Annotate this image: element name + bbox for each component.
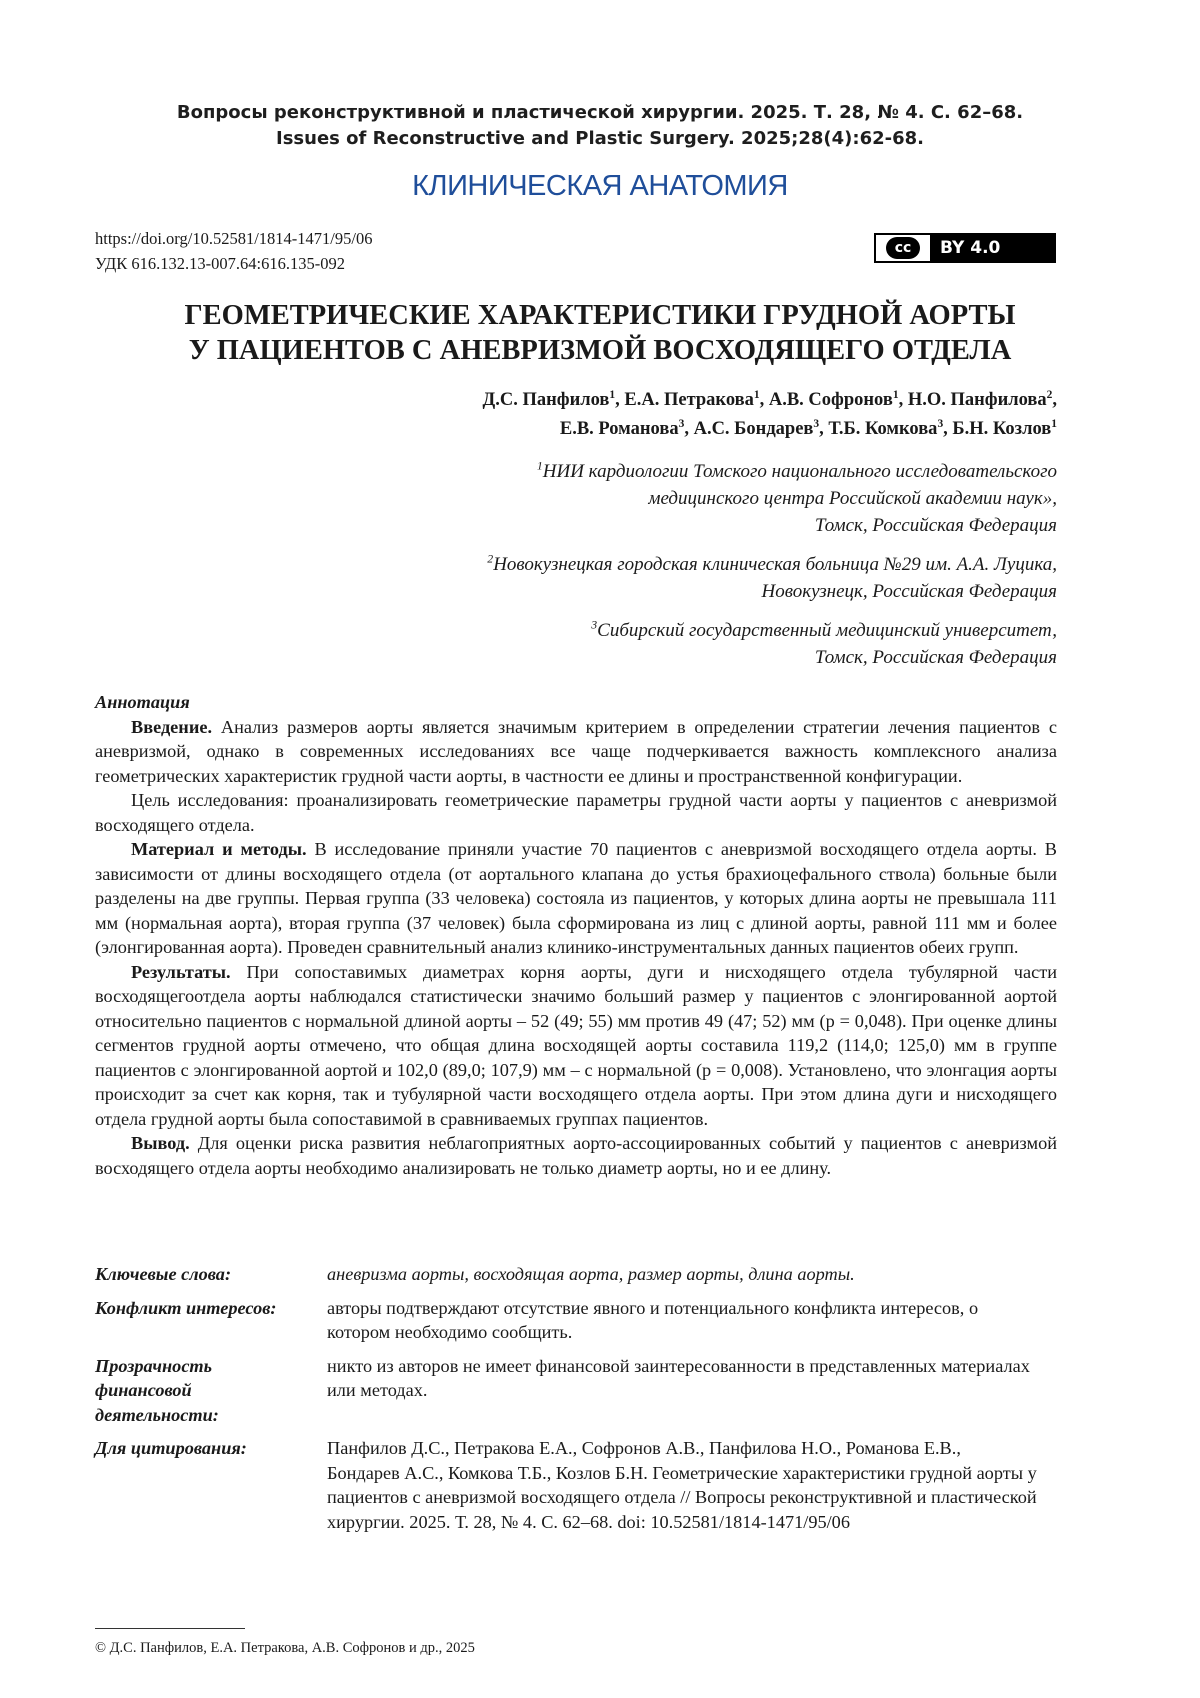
abstract: [95, 690, 1057, 1180]
journal-header: [0, 100, 1200, 152]
author-7[interactable]: Т.Б. Комкова$^3$,: [828, 417, 953, 439]
article-title: [95, 298, 1105, 368]
author-2[interactable]: Е.А. Петракова$^1$,: [624, 388, 769, 410]
article-meta: [95, 226, 372, 276]
copyright-footnote: © Д.С. Панфилов, Е.А. Петракова, А.В. Софронов и др., 2025: [95, 1640, 475, 1656]
journal-line-ru: Вопросы реконструктивной и пластической хирургии. 2025. Т. 28, № 4. С. 62–68.: [176, 102, 1024, 123]
abstract-aim: Цель исследования: проанализировать геометрические параметры грудной части аорты у пациентов с аневризмой восходящего отдела.: [95, 790, 1057, 835]
author-5[interactable]: Е.В. Романова$^3$,: [559, 417, 694, 439]
affiliation-3: $^3$Сибирский государственный медицинский университет, Томск, Российская Федерация: [591, 618, 1057, 668]
section-title: КЛИНИЧЕСКАЯ АНАТОМИЯ: [412, 170, 788, 202]
doi-link[interactable]: https://doi.org/10.52581/1814-1471/95/06: [95, 229, 373, 248]
affiliation-1: $^1$НИИ кардиологии Томского национального исследовательского медицинского центра Российской академии наук», Томск, Российская Федерация: [536, 459, 1057, 536]
author-list: [47, 386, 1057, 444]
abstract-conclusion: Вывод. Для оценки риска развития неблагоприятных аорто-ассоциированных событий у пациентов с аневризмой восходящего отдела аорты необходимо анализировать не только диаметр аорты, но и ее длину.: [95, 1133, 1057, 1178]
abstract-introduction: Введение. Анализ размеров аорты является значимым критерием в определении стратегии лечения пациентов с аневризмой, однако в современных исследованиях все чаще подчеркивается важность комплексного анализа геометрических характеристик грудной части аорты, в частности ее длины и пространственной конфигурации.: [95, 716, 1057, 786]
author-4[interactable]: Н.О. Панфилова$^2$,: [907, 388, 1057, 410]
author-3[interactable]: А.В. Софронов$^1$,: [768, 388, 908, 410]
article-info: [95, 1262, 1057, 1543]
title-line-1: ГЕОМЕТРИЧЕСКИЕ ХАРАКТЕРИСТИКИ ГРУДНОЙ АОРТЫ: [184, 300, 1016, 331]
author-8[interactable]: Б.Н. Козлов$^1$: [952, 417, 1057, 439]
affiliation-2: $^2$Новокузнецкая городская клиническая больница №29 им. А.А. Луцика, Новокузнецк, Российская Федерация: [487, 552, 1057, 602]
keywords-row: Ключевые слова: аневризма аорты, восходящая аорта, размер аорты, длина аорты.: [95, 1264, 855, 1284]
journal-line-en: Issues of Reconstructive and Plastic Surgery. 2025;28(4):62-68.: [276, 128, 924, 149]
abstract-heading: Аннотация: [95, 692, 190, 712]
license-badge[interactable]: [874, 233, 1056, 263]
udk-code: УДК 616.132.13-007.64:616.135-092: [95, 254, 345, 273]
author-1[interactable]: Д.С. Панфилов$^1$,: [482, 388, 625, 410]
citation-row: Для цитирования: Панфилов Д.С., Петракова Е.А., Софронов А.В., Панфилова Н.О., Романова Е.В., Бондарев А.С., Комкова Т.Б., Козлов Б.Н. Геометрические характеристики грудной аорты у пациентов с аневризмой восходящего отдела // Вопросы реконструктивной и пластической хирургии. 2025. Т. 28, № 4. С. 62–68. doi: 10.52581/1814-1471/95/06: [95, 1438, 1037, 1532]
author-6[interactable]: А.С. Бондарев$^3$,: [693, 417, 829, 439]
abstract-results: Результаты. При сопоставимых диаметрах корня аорты, дуги и нисходящего отдела тубулярной части восходящегоотдела аорты наблюдался статистически значимо больший размер у пациентов с элонгированной аортой относительно пациентов с нормальной длиной аорты – 52 (49; 55) мм против 49 (47; 52) мм (p = 0,048). При оценке длины сегментов грудной аорты отмечено, что общая длина восходящей аорты составила 119,2 (114,0; 125,0) мм в группе пациентов с элонгированной аортой и 102,0 (89,0; 107,9) мм – с нормальной (p = 0,008). Установлено, что элонгация аорты происходит за счет как корня, так и тубулярной части восходящего отдела аорты. При этом длина дуги и нисходящего отдела грудной аорты была сопоставимой в сравниваемых группах пациентов.: [95, 961, 1057, 1129]
conflict-row: Конфликт интересов: авторы подтверждают отсутствие явного и потенциального конфликта интересов, о котором необходимо сообщить.: [95, 1297, 979, 1342]
footnote-divider: [95, 1628, 245, 1629]
finance-row: Прозрачность финансовой деятельности: никто из авторов не имеет финансовой заинтересованности в представленных материалах или методах.: [95, 1355, 1030, 1425]
title-line-2: У ПАЦИЕНТОВ С АНЕВРИЗМОЙ ВОСХОДЯЩЕГО ОТДЕЛА: [188, 335, 1012, 366]
license-label: BY 4.0: [940, 238, 1001, 258]
abstract-methods: Материал и методы. В исследование приняли участие 70 пациентов с аневризмой восходящего отдела аорты. В зависимости от длины восходящего отдела (от аортального клапана до устья брахиоцефального ствола) больные были разделены на две группы. Первая группа (33 человека) состояла из пациентов, у которых длина аорты не превышала 111 мм (нормальная аорта), вторая группа (37 человек) была сформирована из лиц с длиной аорты, равной 111 мм и более (элонгированная аорта). Проведен сравнительный анализ клинико-инструментальных данных пациентов обеих групп.: [95, 839, 1057, 957]
creative-commons-icon: cc: [876, 235, 930, 261]
